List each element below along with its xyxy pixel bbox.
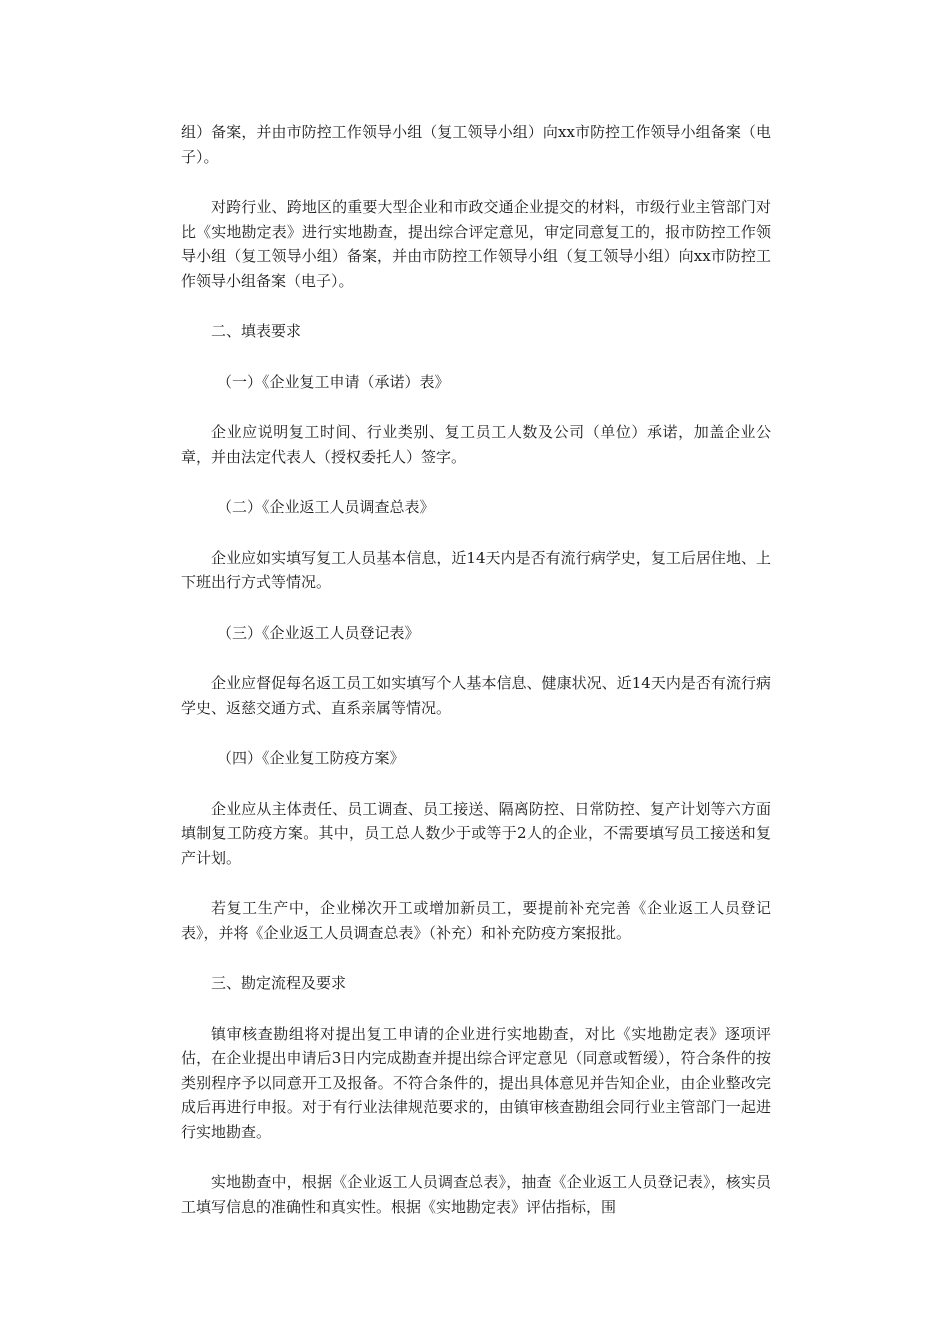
paragraph-onsite-inspection: 实地勘查中，根据《企业返工人员调查总表》，抽查《企业返工人员登记表》，核实员工填写信息的准确性和真实性。根据《实地勘定表》评估指标，围	[181, 1173, 771, 1216]
subheading-registration-form: （三）《企业返工人员登记表》	[217, 623, 420, 642]
paragraph-continuation: 组）备案，并由市防控工作领导小组（复工领导小组）向xx市防控工作领导小组备案（电子）。	[181, 123, 771, 166]
paragraph-inspection-process: 镇审核查勘组将对提出复工申请的企业进行实地勘查，对比《实地勘定表》逐项评估，在企业提出申请后3日内完成勘查并提出综合评定意见（同意或暂缓），符合条件的按类别程序予以同意开工及报备。不符合条件的，提出具体意见并告知企业，由企业整改完成后再进行申报。对于有行业法律规范要求的，由镇审核查勘组会同行业主管部门一起进行实地勘查。	[181, 1024, 771, 1141]
subheading-survey-summary: （二）《企业返工人员调查总表》	[217, 498, 435, 516]
paragraph-registration-form: 企业应督促每名返工员工如实填写个人基本信息、健康状况、近14天内是否有流行病学史、返慈交通方式、直系亲属等情况。	[181, 674, 771, 717]
subheading-application-form: （一）《企业复工申请（承诺）表》	[217, 372, 450, 391]
paragraph-supplement: 若复工生产中，企业梯次开工或增加新员工，要提前补充完善《企业返工人员登记表》，并将《企业返工人员调查总表》（补充）和补充防疫方案报批。	[181, 899, 771, 942]
paragraph-cross-industry-review: 对跨行业、跨地区的重要大型企业和市政交通企业提交的材料，市级行业主管部门对比《实地勘定表》进行实地勘查，提出综合评定意见，审定同意复工的，报市防控工作领导小组（复工领导小组）备案，并由市防控工作领导小组（复工领导小组）向xx市防控工作领导小组备案（电子）。	[181, 198, 771, 290]
section-heading-form-requirements: 二、填表要求	[211, 322, 302, 340]
section-heading-inspection-process: 三、勘定流程及要求	[211, 974, 347, 992]
document-page	[181, 120, 771, 1245]
paragraph-application-form: 企业应说明复工时间、行业类别、复工员工人数及公司（单位）承诺，加盖企业公章，并由法定代表人（授权委托人）签字。	[181, 423, 771, 466]
paragraph-survey-summary: 企业应如实填写复工人员基本信息，近14天内是否有流行病学史，复工后居住地、上下班出行方式等情况。	[181, 548, 771, 591]
subheading-epidemic-plan: （四）《企业复工防疫方案》	[217, 749, 405, 767]
paragraph-epidemic-plan: 企业应从主体责任、员工调查、员工接送、隔离防控、日常防控、复产计划等六方面填制复工防疫方案。其中，员工总人数少于或等于2人的企业，不需要填写员工接送和复产计划。	[181, 799, 771, 867]
